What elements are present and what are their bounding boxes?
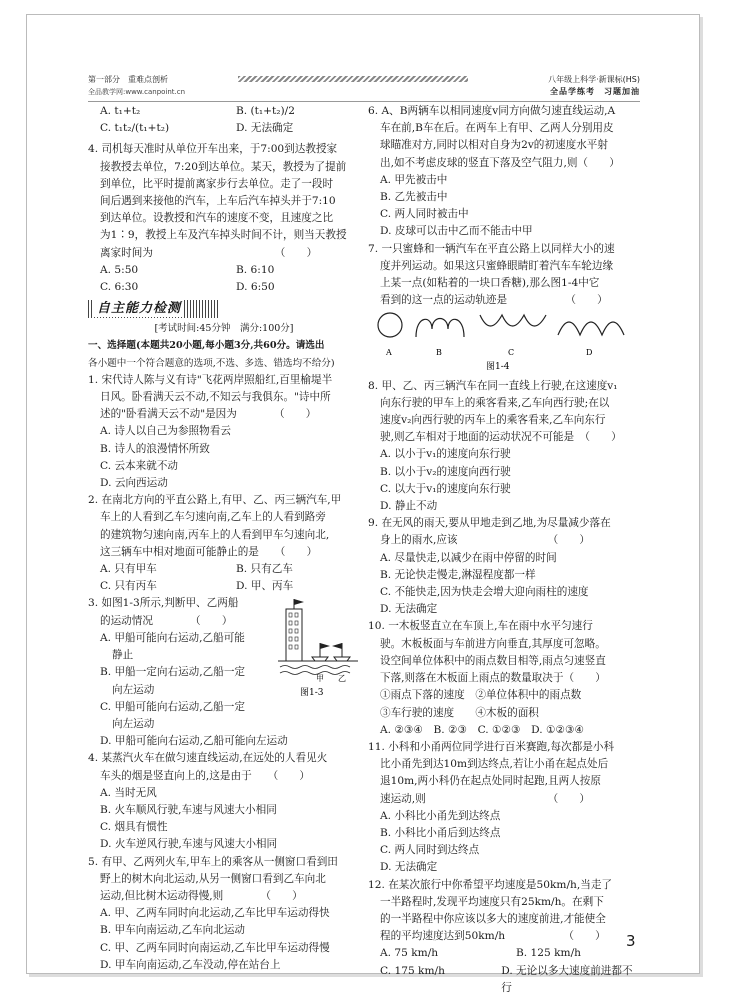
question-4 (88, 141, 360, 296)
header-divider (88, 101, 640, 102)
question-3 (88, 595, 360, 750)
options-row (368, 945, 640, 962)
option: B. 甲船一定向右运动,乙船一定 (100, 666, 246, 679)
question-7 (368, 241, 640, 378)
question-line: 到单位，比平时提前离家步行去单位。走了一段时 (100, 177, 334, 190)
question-line: 3. 如图1-3所示,判断甲、乙两船 (88, 597, 239, 610)
option: A. t₁+t₂ (100, 105, 141, 117)
option: B. 乙先被击中 (380, 191, 448, 204)
question-line: 一半路程时,发现平均速度只有25km/h。在剩下 (380, 895, 604, 908)
q3-prev-options-row1 (88, 103, 360, 120)
header-left: 第一部分 重难点剖析 (88, 75, 168, 84)
question-line: 度并列运动。如果这只蜜蜂眼睛盯着汽车车轮边缘 (380, 259, 614, 272)
option: C. 甲、乙两车同时向南运动,乙车比甲车运动得慢 (100, 941, 330, 954)
question-line: 10. 一木板竖直立在车顶上,车在雨中水平匀速行 (368, 620, 593, 633)
option: D. 无法确定 (380, 861, 438, 874)
option: B. 火车顺风行驶,车速与风速大小相同 (100, 803, 277, 816)
trajectory-a-circle (378, 313, 402, 337)
option: C. 只有丙车 (100, 580, 157, 593)
header-hatch-decoration (238, 76, 468, 82)
question-line: 速运动,则 （ ） (380, 792, 590, 805)
option: C. 两人同时被击中 (380, 208, 469, 221)
options-row (88, 561, 360, 578)
question-line: 退10m,两小科仍在起点处同时起跑,且两人按原 (380, 775, 601, 788)
section-banner (88, 300, 218, 318)
page-number: 3 (626, 932, 636, 950)
question-line: 程的平均速度达到50km/h （ ） (380, 930, 606, 943)
option: D. 静止不动 (380, 500, 438, 513)
option: A. 当时无风 (100, 786, 157, 799)
section-heading: 各小题中一个符合题意的选项,不选、多选、错选均不给分) (88, 357, 335, 369)
trajectory-b-loops (416, 319, 464, 338)
question-line: 比小甬先到达10m到达终点,若让小甬在起点处后 (380, 758, 609, 771)
question-line: 驶,则乙车相对于地面的运动状况不可能是 （ ） (380, 431, 622, 444)
question-5 (88, 854, 360, 974)
options-row (368, 963, 640, 997)
q3-prev-options-row2 (88, 120, 360, 137)
question-line: 9. 在无风的雨天,要从甲地走到乙地,为尽量减少落在 (368, 517, 611, 530)
option: B. 小科比小甬后到达终点 (380, 826, 501, 839)
question-6 (368, 103, 640, 241)
option: C. 以大于v₁的速度向东行驶 (380, 482, 511, 495)
option: B. 以小于v₂的速度向西行驶 (380, 465, 511, 478)
option: D. 6:50 (236, 281, 275, 294)
question-line: 上某一点(如粘着的一块口香糖),那么图1-4中它 (380, 277, 600, 290)
question-line: 这三辆车中相对地面可能静止的是 （ ） (100, 545, 318, 558)
options-row (88, 578, 360, 595)
question-line: 12. 在某次旅行中你希望平均速度是50km/h,当走了 (368, 878, 613, 891)
option: 静止 (112, 649, 134, 662)
question-line: 间后遇到来接他的汽车，上车后汽车掉头并于7:10 (100, 195, 336, 208)
option: D. 甲船可能向右运动,乙船可能向左运动 (100, 735, 288, 748)
option: A. 75 km/h (380, 947, 439, 960)
option: C. t₁t₂/(t₁+t₂) (100, 122, 170, 135)
option: C. 175 km/h (380, 964, 445, 977)
question-line: 驶。木板板面与车前进方向垂直,其厚度可忽略。 (380, 637, 606, 650)
option: C. 甲船可能向右运动,乙船一定 (100, 700, 245, 713)
question-line: 4. 某蒸汽火车在做匀速直线运动,在远处的人看见火 (88, 752, 328, 765)
question-line: 接教授去单位，7:20到达单位。某天，教授为了提前 (100, 160, 347, 173)
question-line: 车在前,B车在后。在两车上有甲、乙两人分别用皮 (380, 122, 614, 135)
question-line: 述的"卧看满天云不动"是因为 （ ） (100, 408, 317, 421)
option: C. 云本来就不动 (100, 459, 179, 472)
question-line: 身上的雨水,应该 （ ） (380, 534, 590, 547)
option: B. (t₁+t₂)/2 (236, 105, 295, 117)
section-heading: 一、选择题(本题共20小题,每小题3分,共60分。请选出 (88, 340, 325, 352)
option: D. 甲、丙车 (236, 580, 294, 593)
question-line: 7. 一只蜜蜂和一辆汽车在平直公路上以同样大小的速 (368, 242, 615, 255)
question-line: 1. 宋代诗人陈与义有诗"飞花两岸照船红,百里榆堤半 (88, 373, 333, 386)
question-line: 2. 在南北方向的平直公路上,有甲、乙、丙三辆汽车,甲 (88, 494, 342, 507)
section-title: 自主能力检测 (94, 300, 184, 317)
boat-jia-icon (312, 657, 328, 661)
option: B. 诗人的浪漫情怀所致 (100, 442, 210, 455)
option: C. 6:30 (100, 281, 139, 294)
boat-yi-icon (334, 657, 350, 661)
right-column (368, 103, 640, 997)
trajectory-c-cusps (480, 315, 546, 326)
fig-label-c: C (508, 348, 515, 358)
option: D. 甲车向南运动,乙车没动,停在站台上 (100, 958, 281, 971)
fig-label-a: A (386, 348, 392, 358)
option: C. 烟具有惯性 (100, 821, 168, 834)
option: A. 尽量快走,以减少在雨中停留的时间 (380, 551, 557, 564)
figure-1-4 (368, 309, 640, 371)
option: 向左运动 (112, 683, 155, 696)
option: D. 云向西运动 (100, 477, 168, 490)
question-line: 8. 甲、乙、丙三辆汽车在同一直线上行驶,在这速度v₁ (368, 379, 618, 392)
question-line: 的建筑物匀速向南,丙车上的人看到甲车匀速向北, (100, 528, 330, 541)
question-line: 野上的树木向北运动,从另一侧窗口看到乙车向北 (100, 872, 326, 885)
question-line: 车头的烟是竖直向上的,这是由于 （ ） (100, 769, 310, 782)
question-line: 设空间单位体积中的雨点数目相等,雨点匀速竖直 (380, 654, 606, 667)
option: B. 125 km/h (516, 947, 581, 960)
options-row: A. ②③④ B. ②③ C. ①②③ D. ①②③④ (380, 723, 584, 736)
question-line: 5. 有甲、乙两列火车,甲车上的乘客从一侧窗口看到田 (88, 855, 338, 868)
question-line: 车上的人看到乙车匀速向南,乙车上的人看到路旁 (100, 511, 326, 524)
option: C. 不能快走,因为快走会增大迎向雨柱的速度 (380, 586, 589, 599)
building-icon (286, 609, 302, 661)
boat-label-yi: 乙 (338, 674, 346, 684)
header-right: 八年级上科学·新课标(HS) (548, 75, 640, 84)
left-column (88, 103, 360, 974)
option: A. 只有甲车 (100, 563, 157, 576)
question-9 (368, 515, 640, 618)
option: A. 甲、乙两车同时向北运动,乙车比甲车运动得快 (100, 907, 330, 920)
option: A. 甲先被击中 (380, 173, 448, 186)
question-line: 速度v₂向西行驶的丙车上的乘客看来,乙车向东行 (380, 414, 606, 427)
options-row (88, 262, 360, 279)
question-12 (368, 877, 640, 997)
question-line: 下落,则落在木板面上雨点的数量取决于（ ） (380, 672, 606, 685)
figure-caption: 图1-3 (300, 688, 324, 699)
question-line: 离家时间为 （ ） (100, 246, 318, 259)
option: D. 无法确定 (236, 122, 294, 135)
question-11 (368, 739, 640, 877)
question-line: ③车行驶的速度 ④木板的面积 (380, 706, 539, 719)
option: B. 无论快走慢走,淋湿程度都一样 (380, 568, 536, 581)
header-site: 全品教学网:www.canpoint.cn (88, 88, 186, 96)
option: A. 甲船可能向右运动,乙船可能 (100, 631, 245, 644)
fig-label-d: D (586, 348, 593, 358)
option: A. 5:50 (100, 263, 139, 276)
option: B. 6:10 (236, 263, 275, 276)
question-4b (88, 750, 360, 853)
option: D. 无法确定 (380, 603, 438, 616)
question-line: 的一半路程中你应该以多大的速度前进,才能使全 (380, 912, 606, 925)
option: A. 诗人以自己为参照物看云 (100, 425, 231, 438)
option: B. 甲车向南运动,乙车向北运动 (100, 924, 246, 937)
question-10 (368, 618, 640, 738)
option: 向左运动 (112, 717, 155, 730)
question-line: ①雨点下落的速度 ②单位体积中的雨点数 (380, 689, 582, 702)
question-2 (88, 492, 360, 595)
question-line: 4. 司机每天准时从单位开车出来，于7:00到达教授家 (88, 143, 338, 156)
question-line: 运动,但比树木运动得慢,则 （ ） (100, 889, 303, 902)
option: A. 小科比小甬先到达终点 (380, 809, 501, 822)
option: D. 皮球可以击中乙而不能击中甲 (380, 225, 533, 238)
option: A. 以小于v₁的速度向东行驶 (380, 448, 511, 461)
question-line: 出,如不考虑皮球的竖直下落及空气阻力,则（ ） (380, 156, 620, 169)
question-line: 日风。卧看满天云不动,不知云与我俱东。"诗中所 (100, 391, 331, 404)
trajectory-d-arches (558, 322, 624, 335)
header-brand: 全品学练考 习题加油 (550, 87, 640, 96)
exam-info: [考试时间:45分钟 满分:100分] (154, 323, 294, 335)
question-line: 6. A、B两辆车以相同速度v同方向做匀速直线运动,A (368, 105, 616, 117)
question-1 (88, 372, 360, 492)
options-row (88, 279, 360, 296)
fig-label-b: B (436, 348, 442, 358)
question-line: 为1∶9，教授上车及汽车掉头时间不计，则当天教授 (100, 229, 347, 242)
boat-label-jia: 甲 (316, 674, 324, 684)
option: B. 只有乙车 (236, 563, 293, 576)
question-line: 到达单位。设教授和汽车的速度不变，且速度之比 (100, 212, 334, 225)
question-line: 球瞄准对方,同时以相对自身为2v的初速度水平射 (380, 139, 608, 152)
option: D. 无论以多大速度前进都不行 (501, 964, 633, 994)
question-8 (368, 378, 640, 516)
figure-caption: 图1-4 (486, 362, 510, 372)
question-line: 向东行驶的甲车上的乘客看来,乙车向西行驶;在以 (380, 396, 610, 409)
question-line: 11. 小科和小甬两位同学进行百米赛跑,每次都是小科 (368, 740, 615, 753)
option: C. 两人同时到达终点 (380, 844, 480, 857)
question-line: 看到的这一点的运动轨迹是 （ ） (380, 294, 608, 307)
question-line: 的运动情况 （ ） (100, 614, 233, 627)
figure-1-3 (278, 599, 358, 699)
option: D. 火车逆风行驶,车速与风速大小相同 (100, 838, 278, 851)
